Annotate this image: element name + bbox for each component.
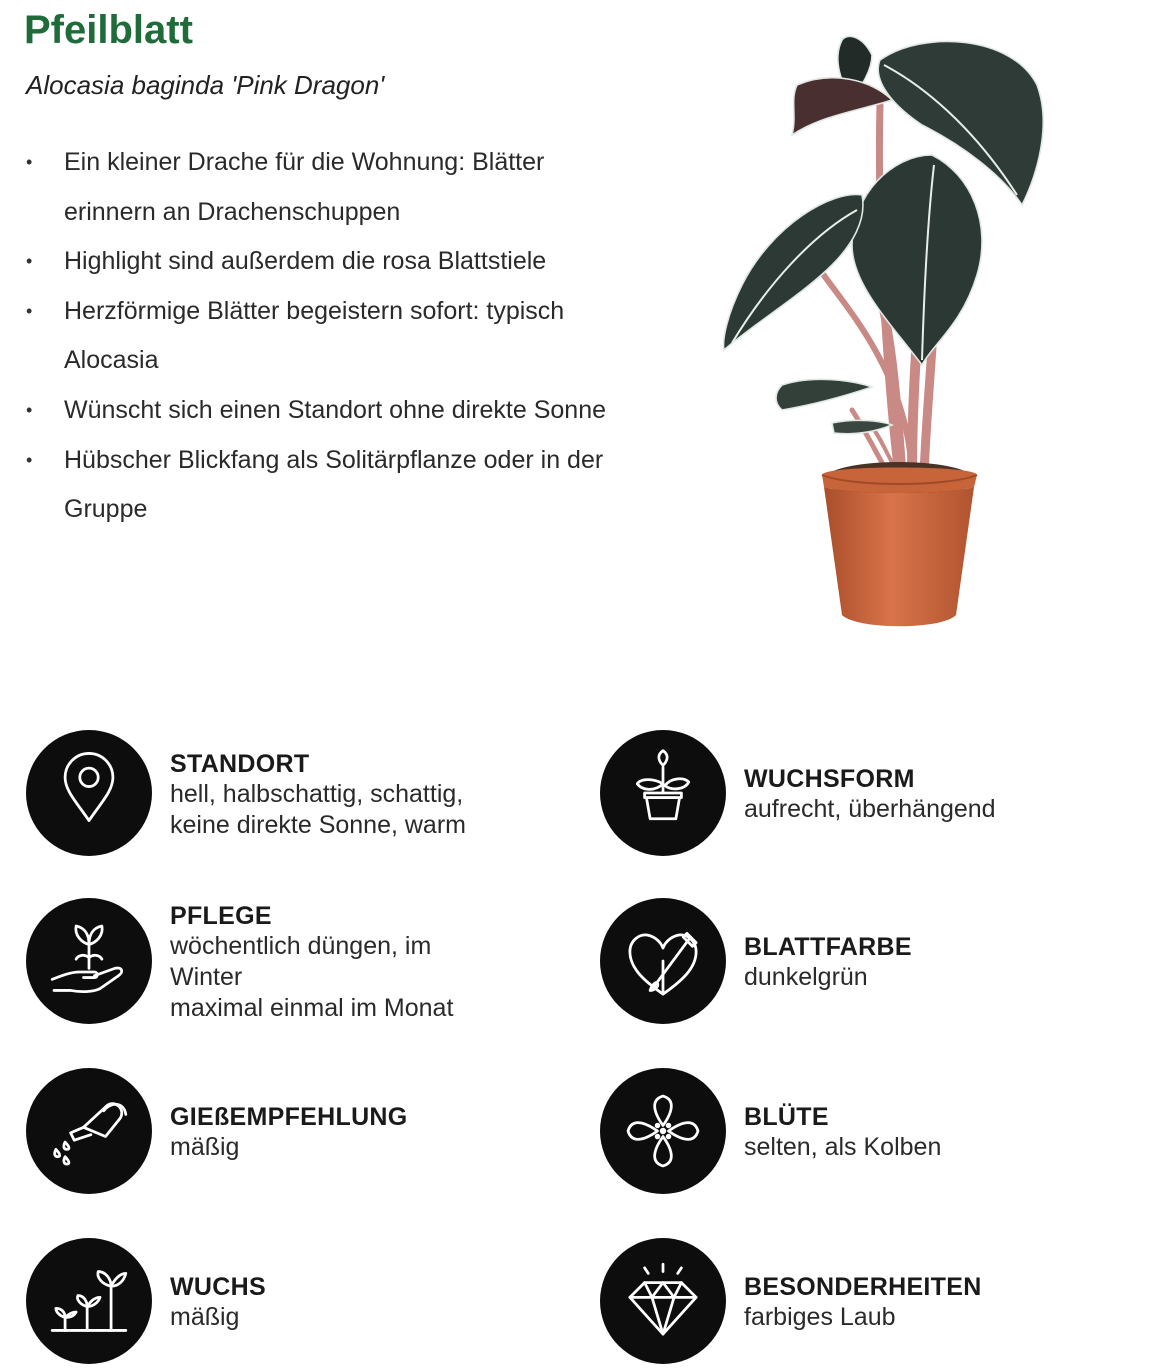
feature-standort xyxy=(26,730,496,860)
bullet-item: • Ein kleiner Drache für die Wohnung: Blätter erinnern an Drachenschuppen xyxy=(26,138,616,237)
bullet-item: • Wünscht sich einen Standort ohne direkte Sonne xyxy=(26,386,616,436)
feature-giessempfehlung xyxy=(26,1068,496,1198)
feature-value: selten, als Kolben xyxy=(744,1133,942,1161)
hand-sprout-icon xyxy=(26,898,152,1024)
feature-blattfarbe xyxy=(600,898,1070,1028)
feature-value: wöchentlich düngen, im Winter maximal einmal im Monat xyxy=(170,932,454,1022)
feature-label: WUCHS xyxy=(170,1273,266,1301)
potted-plant-icon xyxy=(600,730,726,856)
feature-label: GIEßEMPFEHLUNG xyxy=(170,1103,408,1131)
feature-besonderheiten xyxy=(600,1238,1070,1368)
growth-seedlings-icon xyxy=(26,1238,152,1364)
diamond-icon xyxy=(600,1238,726,1364)
plant-image xyxy=(712,25,1062,635)
feature-pflege xyxy=(26,898,496,1028)
feature-value: hell, halbschattig, schattig, keine direkte Sonne, warm xyxy=(170,779,466,839)
page-title: Pfeilblatt xyxy=(24,8,193,52)
feature-label: BESONDERHEITEN xyxy=(744,1273,982,1301)
bullet-item: • Herzförmige Blätter begeistern sofort: typisch Alocasia xyxy=(26,287,616,386)
feature-label: STANDORT xyxy=(170,749,310,778)
feature-bluete xyxy=(600,1068,1070,1198)
watering-can-icon xyxy=(26,1068,152,1194)
feature-value: mäßig xyxy=(170,1303,240,1331)
feature-value: aufrecht, überhängend xyxy=(744,795,996,823)
feature-bullet-list xyxy=(26,138,616,535)
location-pin-icon xyxy=(26,730,152,856)
feature-value: mäßig xyxy=(170,1133,240,1161)
feature-wuchsform xyxy=(600,730,1070,860)
feature-label: BLÜTE xyxy=(744,1103,829,1131)
feature-value: farbiges Laub xyxy=(744,1303,896,1331)
feature-label: PFLEGE xyxy=(170,902,272,930)
feature-wuchs xyxy=(26,1238,496,1368)
leaf-brush-icon xyxy=(600,898,726,1024)
bullet-item: • Hübscher Blickfang als Solitärpflanze oder in der Gruppe xyxy=(26,436,616,535)
flower-icon xyxy=(600,1068,726,1194)
bullet-item: • Highlight sind außerdem die rosa Blattstiele xyxy=(26,237,616,287)
feature-label: BLATTFARBE xyxy=(744,933,912,961)
feature-label: WUCHSFORM xyxy=(744,765,915,793)
botanical-name: Alocasia baginda 'Pink Dragon' xyxy=(26,70,385,100)
feature-value: dunkelgrün xyxy=(744,963,868,991)
